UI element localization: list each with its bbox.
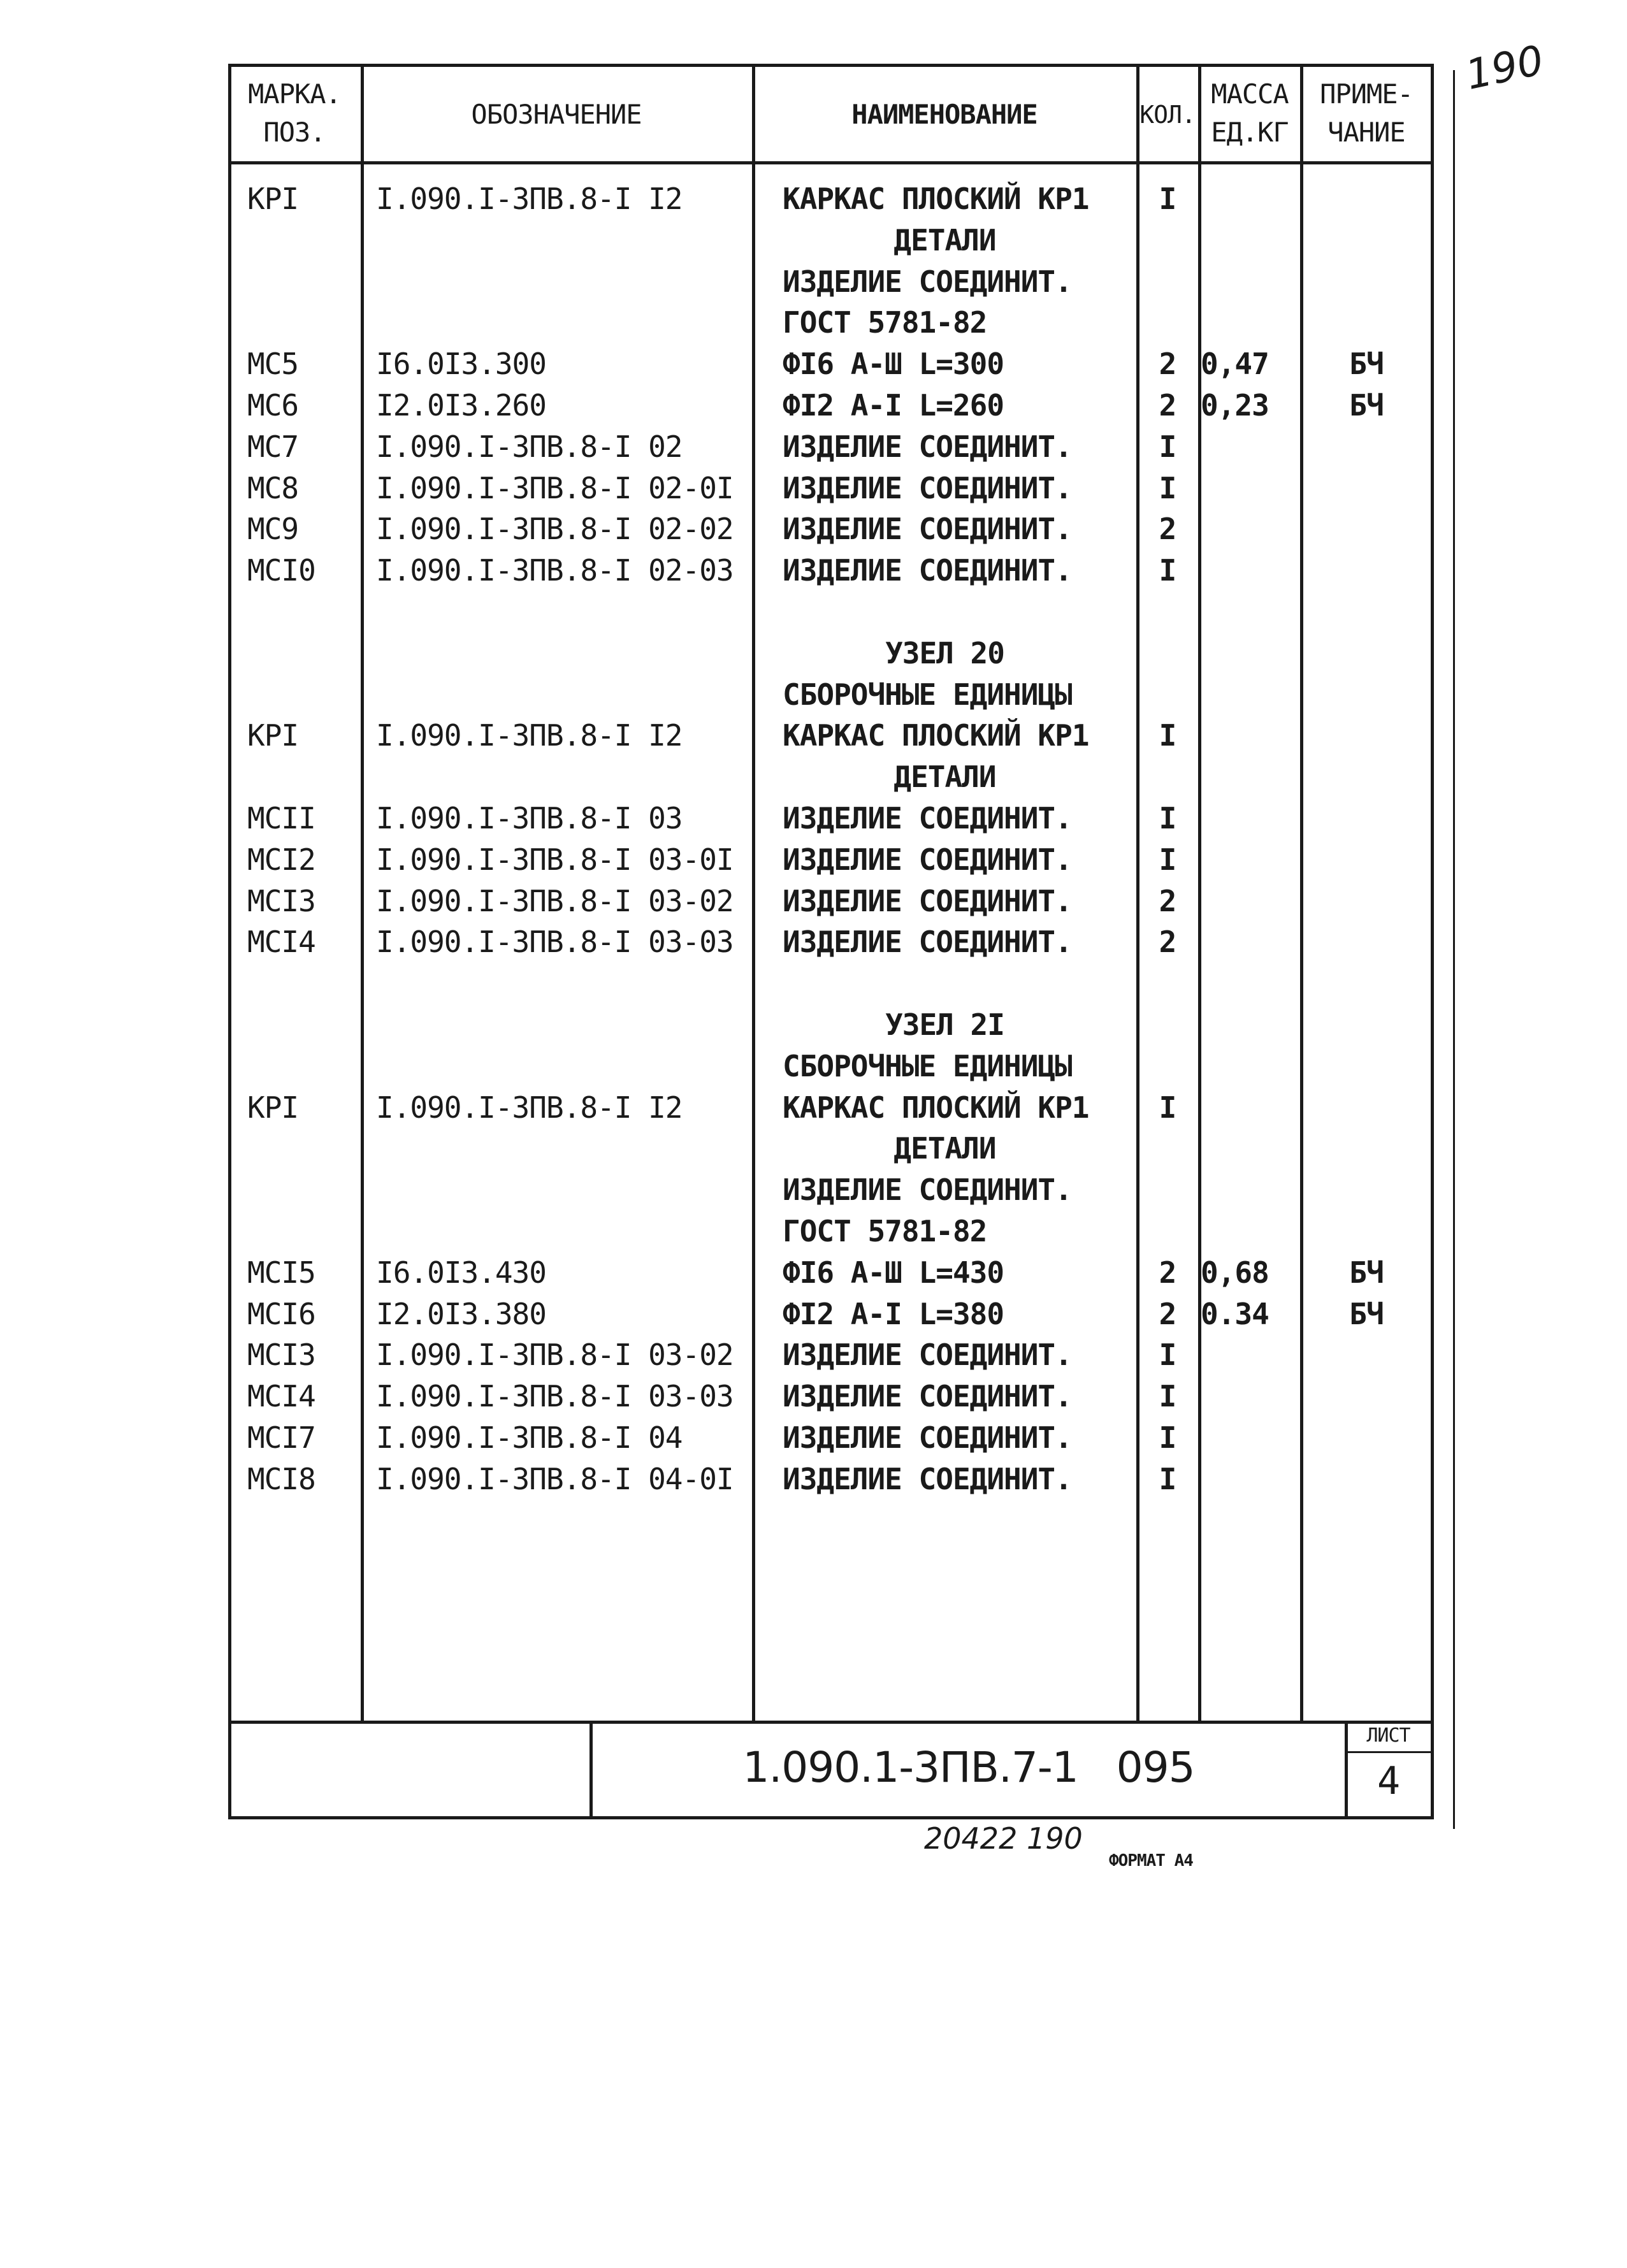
row-designation: I6.0I3.430 <box>376 1255 546 1290</box>
row-designation: I.090.I-3ПВ.8-I I2 <box>376 718 683 753</box>
row-mark: МСI4 <box>247 1379 315 1414</box>
row-designation: I.090.I-3ПВ.8-I I2 <box>376 182 683 216</box>
document-code: 1.090.1-3ПВ.7-1 095 <box>742 1743 1195 1792</box>
row-qty: I <box>1159 470 1176 505</box>
row-name: ГОСТ 5781-82 <box>783 1214 987 1248</box>
row-designation: I.090.I-3ПВ.8-I 03 <box>376 801 683 835</box>
row-name: КАРКАС ПЛОСКИЙ КР1 <box>783 718 1089 753</box>
inventory-number: 20422 190 <box>924 1821 1083 1856</box>
row-mark: МСI5 <box>247 1255 315 1290</box>
row-designation: I6.0I3.300 <box>376 347 546 382</box>
row-designation: I2.0I3.260 <box>376 388 546 423</box>
row-name: ИЗДЕЛИЕ СОЕДИНИТ. <box>783 842 1072 877</box>
sheet-number: 4 <box>1377 1759 1400 1803</box>
row-name: ИЗДЕЛИЕ СОЕДИНИТ. <box>783 470 1072 505</box>
row-name: ИЗДЕЛИЕ СОЕДИНИТ. <box>783 264 1072 299</box>
row-qty: I <box>1159 1420 1176 1455</box>
row-designation: I.090.I-3ПВ.8-I 02-02 <box>376 512 734 547</box>
row-designation: I.090.I-3ПВ.8-I 03-03 <box>376 1379 734 1414</box>
row-qty: I <box>1159 1461 1176 1496</box>
row-mark: МСI4 <box>247 925 315 960</box>
header-mass: МАССА ЕД.КГ <box>1211 78 1289 148</box>
row-name: ФI6 А-Ш L=300 <box>783 347 1004 382</box>
row-qty: 2 <box>1159 388 1176 423</box>
row-designation: I2.0I3.380 <box>376 1296 546 1331</box>
row-name: ИЗДЕЛИЕ СОЕДИНИТ. <box>783 1420 1072 1455</box>
row-designation: I.090.I-3ПВ.8-I 03-0I <box>376 842 734 877</box>
row-name: ИЗДЕЛИЕ СОЕДИНИТ. <box>783 801 1072 835</box>
row-mark: МС8 <box>247 470 299 505</box>
row-mark: МСI3 <box>247 1338 315 1373</box>
row-mass: 0,47 <box>1201 347 1269 382</box>
row-qty: I <box>1159 1090 1176 1125</box>
row-mark: МС6 <box>247 388 299 423</box>
row-qty: I <box>1159 718 1176 753</box>
sheet-label: ЛИСТ <box>1366 1724 1410 1747</box>
row-designation: I.090.I-3ПВ.8-I 03-02 <box>376 1338 734 1373</box>
row-mark: МСI3 <box>247 883 315 918</box>
row-mark: МСI7 <box>247 1420 315 1455</box>
row-designation: I.090.I-3ПВ.8-I 02-0I <box>376 470 734 505</box>
header-designation: ОБОЗНАЧЕНИЕ <box>471 99 642 130</box>
row-name: ИЗДЕЛИЕ СОЕДИНИТ. <box>783 1461 1072 1496</box>
row-note: БЧ <box>1349 347 1384 382</box>
header-note: ПРИМЕ- ЧАНИЕ <box>1320 78 1413 148</box>
row-name: ИЗДЕЛИЕ СОЕДИНИТ. <box>783 925 1072 960</box>
row-name: ИЗДЕЛИЕ СОЕДИНИТ. <box>783 429 1072 464</box>
row-qty: I <box>1159 553 1176 588</box>
row-note: БЧ <box>1349 1255 1384 1290</box>
row-name: ИЗДЕЛИЕ СОЕДИНИТ. <box>783 553 1072 588</box>
row-qty: I <box>1159 182 1176 216</box>
row-mark: МСI0 <box>247 553 315 588</box>
row-note: БЧ <box>1349 388 1384 423</box>
header-qty: КОЛ. <box>1139 101 1196 129</box>
row-qty: 2 <box>1159 925 1176 960</box>
row-qty: 2 <box>1159 512 1176 547</box>
row-mark: МСI8 <box>247 1461 315 1496</box>
row-section-heading: ДЕТАЛИ <box>893 222 996 257</box>
row-name: КАРКАС ПЛОСКИЙ КР1 <box>783 182 1089 216</box>
row-designation: I.090.I-3ПВ.8-I 02 <box>376 429 683 464</box>
row-designation: I.090.I-3ПВ.8-I 04 <box>376 1420 683 1455</box>
row-qty: 2 <box>1159 1255 1176 1290</box>
row-name: ИЗДЕЛИЕ СОЕДИНИТ. <box>783 1173 1072 1208</box>
row-mark: МСI2 <box>247 842 315 877</box>
row-mark: МСI6 <box>247 1296 315 1331</box>
row-mark: КРI <box>247 1090 299 1125</box>
row-mark: КРI <box>247 182 299 216</box>
row-name: ИЗДЕЛИЕ СОЕДИНИТ. <box>783 883 1072 918</box>
row-qty: I <box>1159 429 1176 464</box>
row-name: ФI6 А-Ш L=430 <box>783 1255 1004 1290</box>
row-designation: I.090.I-3ПВ.8-I 03-03 <box>376 925 734 960</box>
row-qty: I <box>1159 801 1176 835</box>
row-name: ФI2 А-I L=260 <box>783 388 1004 423</box>
row-qty: 2 <box>1159 1296 1176 1331</box>
row-qty: 2 <box>1159 883 1176 918</box>
row-mass: 0.34 <box>1201 1296 1269 1331</box>
row-name: ГОСТ 5781-82 <box>783 305 987 340</box>
row-section-heading: УЗЕЛ 20 <box>885 635 1004 670</box>
row-name: КАРКАС ПЛОСКИЙ КР1 <box>783 1090 1089 1125</box>
row-designation: I.090.I-3ПВ.8-I 03-02 <box>376 883 734 918</box>
row-section-heading: ДЕТАЛИ <box>893 760 996 795</box>
row-mark: МС5 <box>247 347 299 382</box>
row-qty: I <box>1159 1379 1176 1414</box>
row-name: ИЗДЕЛИЕ СОЕДИНИТ. <box>783 512 1072 547</box>
row-mark: КРI <box>247 718 299 753</box>
row-name: СБОРОЧНЫЕ ЕДИНИЦЫ <box>783 677 1072 712</box>
row-name: ИЗДЕЛИЕ СОЕДИНИТ. <box>783 1379 1072 1414</box>
row-note: БЧ <box>1349 1296 1384 1331</box>
row-section-heading: УЗЕЛ 2I <box>885 1008 1004 1042</box>
row-mark: МС9 <box>247 512 299 547</box>
row-mass: 0,23 <box>1201 388 1269 423</box>
row-designation: I.090.I-3ПВ.8-I 02-03 <box>376 553 734 588</box>
header-name: НАИМЕНОВАНИЕ <box>851 99 1038 130</box>
row-name: ФI2 А-I L=380 <box>783 1296 1004 1331</box>
row-mark: МС7 <box>247 429 299 464</box>
row-qty: 2 <box>1159 347 1176 382</box>
row-section-heading: ДЕТАЛИ <box>893 1131 996 1166</box>
row-designation: I.090.I-3ПВ.8-I I2 <box>376 1090 683 1125</box>
row-name: СБОРОЧНЫЕ ЕДИНИЦЫ <box>783 1048 1072 1083</box>
row-mark: МСII <box>247 801 315 835</box>
format-label: ФОРМАТ А4 <box>1109 1851 1193 1870</box>
row-qty: I <box>1159 842 1176 877</box>
header-mark: МАРКА. ПОЗ. <box>248 78 341 148</box>
row-designation: I.090.I-3ПВ.8-I 04-0I <box>376 1461 734 1496</box>
row-mass: 0,68 <box>1201 1255 1269 1290</box>
row-qty: I <box>1159 1338 1176 1373</box>
row-name: ИЗДЕЛИЕ СОЕДИНИТ. <box>783 1338 1072 1373</box>
corner-page-note: 190 <box>1461 37 1548 99</box>
